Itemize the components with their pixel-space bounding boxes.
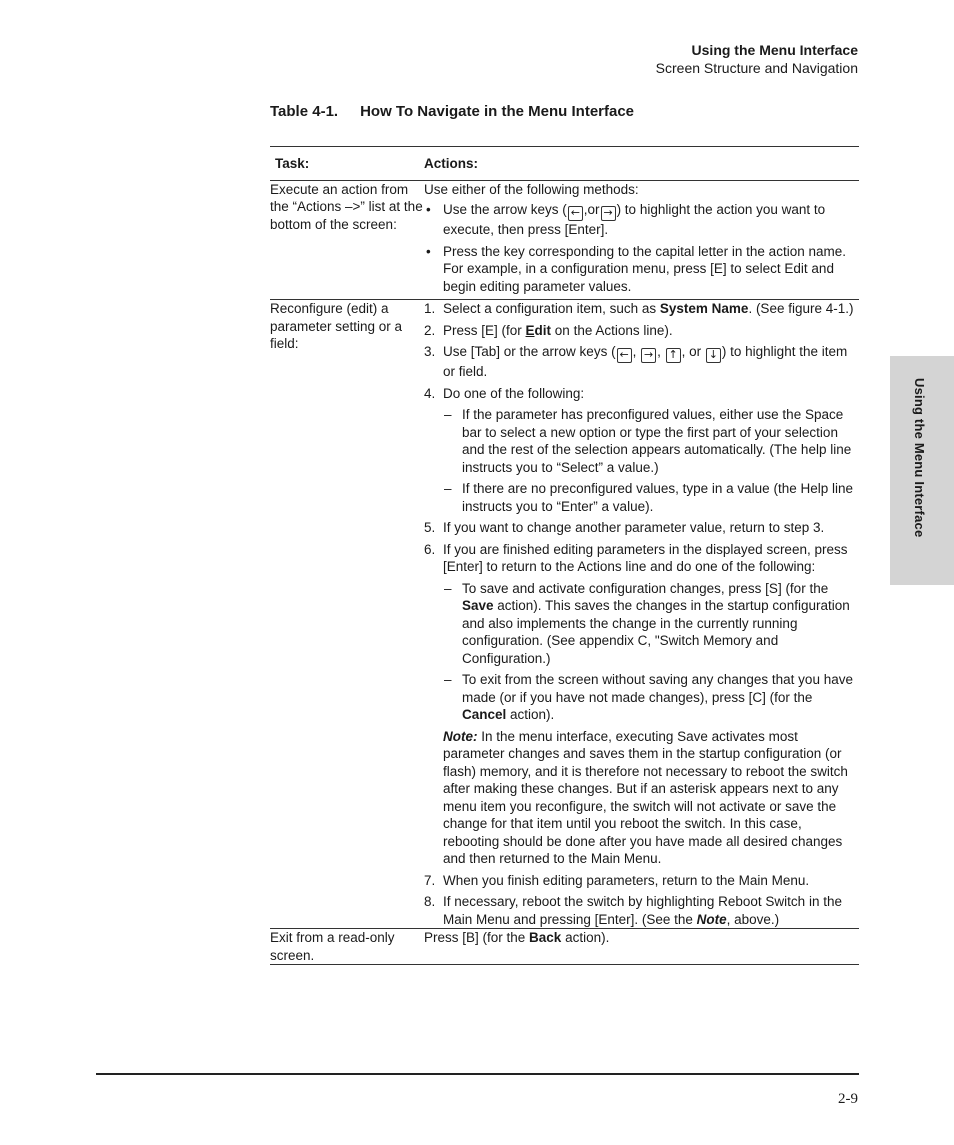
side-tab-label: Using the Menu Interface	[912, 378, 927, 538]
navigation-table	[270, 146, 859, 965]
header-section: Screen Structure and Navigation	[655, 60, 858, 76]
chapter-side-tab	[890, 356, 954, 585]
table-caption	[270, 103, 634, 120]
actions-cell	[424, 180, 859, 300]
left-arrow-key-icon: ←	[568, 206, 583, 221]
list-item: – To save and activate configuration changes, press [S] (for the Save action). This saves the changes in the startup configuration and also implements the change in the currently running configuration. (See appendix C, "Switch Memory and Configuration.)	[443, 580, 859, 668]
dash-list	[443, 580, 859, 724]
down-arrow-key-icon: ↓	[706, 348, 721, 363]
left-arrow-key-icon: ←	[617, 348, 632, 363]
table-header-row	[270, 147, 859, 181]
table-number: Table 4-1.	[270, 103, 339, 120]
page-number: 2-9	[838, 1091, 858, 1107]
table-row	[270, 180, 859, 300]
list-item: • Press the key corresponding to the capital letter in the action name. For example, in a configuration menu, press [E] to select Edit and begin editing parameter values.	[424, 243, 859, 296]
actions-cell	[424, 300, 859, 929]
list-item: – If the parameter has preconfigured values, either use the Space bar to select a new option or type the first part of your selection and the rest of the selection appears automatically. (The help line instructs you to “Select” a value.)	[443, 406, 859, 476]
up-arrow-key-icon: ↑	[666, 348, 681, 363]
step-item: 2. Press [E] (for Edit on the Actions line).	[424, 322, 673, 338]
task-column-header: Task:	[270, 147, 424, 181]
note-label: Note:	[443, 728, 478, 744]
step-item: 7. When you finish editing parameters, return to the Main Menu.	[424, 872, 810, 888]
step-item: 5. If you want to change another parameter value, return to step 3.	[424, 520, 825, 535]
step-item: 1. Select a configuration item, such as System Name. (See figure 4-1.)	[424, 301, 854, 316]
header-chapter: Using the Menu Interface	[691, 42, 858, 58]
table-title: How To Navigate in the Menu Interface	[360, 103, 635, 120]
right-arrow-key-icon: →	[601, 206, 616, 221]
step-item: 8. If necessary, reboot the switch by highlighting Reboot Switch in the Main Menu and pressing [Enter]. (See the Note, above.)	[424, 894, 842, 927]
task-cell: Reconfigure (edit) a parameter setting or a field:	[270, 300, 424, 929]
step-item: 3. Use [Tab] or the arrow keys ( ← , → , ↑ , or ↓ ) to highlight the item or field.	[424, 344, 848, 379]
list-item: • Use the arrow keys ( ← ,or → ) to highlight the action you want to execute, then press [Enter].	[424, 201, 859, 239]
table-row	[270, 929, 859, 965]
list-item: – If there are no preconfigured values, type in a value (the Help line instructs you to “Enter” a value).	[443, 480, 859, 515]
step-item: 4. Do one of the following: – If the parameter has preconfigured values, either use the Space bar to select a new option or type the first part of your selection and the rest of the selection appears automatically. (The help line instructs you to “Select” a value.) – If there are no preconfigured values, type in a value (the Help line instructs you to “Enter” a value).	[424, 385, 859, 516]
actions-cell: Press [B] (for the Back action).	[424, 929, 859, 965]
dash-list	[443, 406, 859, 515]
actions-column-header: Actions:	[424, 147, 859, 181]
step-item: 6. If you are finished editing parameters in the displayed screen, press [Enter] to return to the Actions line and do one of the following: – To save and activate configuration changes, press [S] (for the Save action). This saves the changes in the startup configuration and also implements the change in the currently running configuration. (See appendix C, "Switch Memory and Configuration.) – To exit from the screen without saving any changes that you have made (or if you have not made changes), press [C] (for the Cancel action).	[424, 541, 859, 724]
task-cell: Exit from a read-only screen.	[270, 929, 424, 965]
note-paragraph: Note: In the menu interface, executing Save activates most parameter changes and saves them in the startup configuration (or flash) memory, and it is therefore not necessary to reboot the switch after making these changes. But if an asterisk appears next to any menu item you reconfigure, the switch will not activate or save the change for that item until you reboot the switch. In this case, rebooting should be done after you have made all desired changes and then returned to the Main Menu.	[443, 728, 848, 866]
task-cell: Execute an action from the “Actions –>” list at the bottom of the screen:	[270, 180, 424, 300]
running-header	[656, 41, 858, 77]
footer-rule	[96, 1073, 859, 1075]
numbered-steps	[424, 300, 859, 724]
right-arrow-key-icon: →	[641, 348, 656, 363]
actions-lead: Use either of the following methods:	[424, 181, 639, 197]
bullet-list	[424, 201, 859, 295]
table-row	[270, 300, 859, 929]
numbered-steps	[424, 872, 859, 929]
list-item: – To exit from the screen without saving any changes that you have made (or if you have not made changes), press [C] (for the Cancel action).	[443, 671, 859, 724]
